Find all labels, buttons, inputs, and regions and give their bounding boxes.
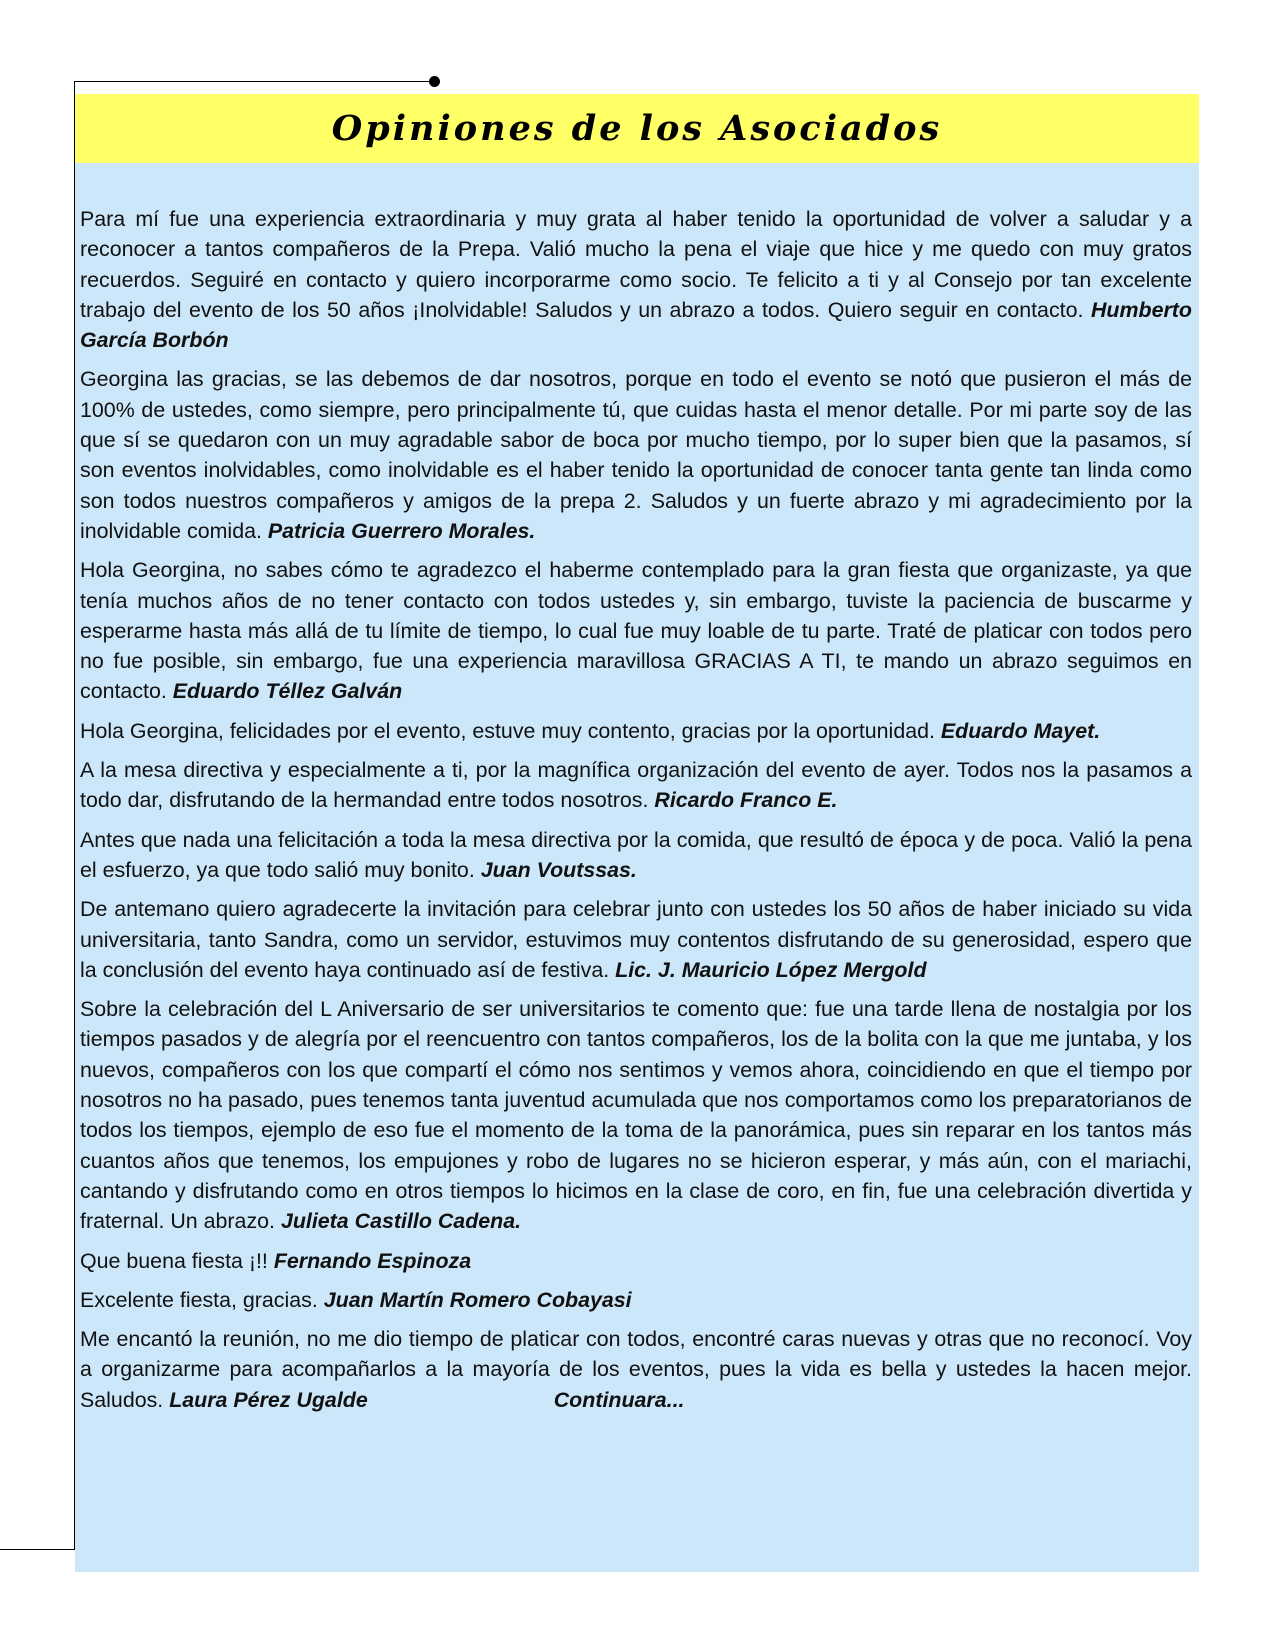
opinion-author: Eduardo Mayet. bbox=[940, 718, 1101, 743]
opinion-text: Sobre la celebración del L Aniversario de ser universitarios te comento que: fue una tarde llena de nostalgia por los tiempos pasados y de alegría por el reencuentro con tantos compañeros, los de la bolita con la que me juntaba, y los nuevos, compañeros con los que compartí el cómo nos sentimos y vemos ahora, coincidiendo en que el tiempo por nosotros no ha pasado, pues tenemos tanta juventud acumulada que nos comportamos como los preparatorianos de todos los tiempos, ejemplo de eso fue el momento de la toma de la panorámica, pues sin reparar en los tantos más cuantos años que tenemos, los empujones y robo de lugares no se hicieron esperar, y más aún, con el mariachi, cantando y disfrutando como en otros tiempos lo hicimos en la clase de coro, en fin, fue una celebración divertida y fraternal. Un abrazo. bbox=[80, 997, 1192, 1234]
opinion-text: Hola Georgina, no sabes cómo te agradezco el haberme contemplado para la gran fiesta que organizaste, ya que tenía muchos años de no tener contacto con todos ustedes y, sin embargo, tuviste la paciencia de buscarme y esperarme hasta más allá de tu límite de tiempo, lo cual fue muy loable de tu parte. Traté de platicar con todos pero no fue posible, sin embargo, fue una experiencia maravillosa GRACIAS A TI, te mando un abrazo seguimos en contacto. bbox=[80, 558, 1192, 704]
opinion-paragraph bbox=[80, 1246, 1192, 1276]
bottom-rule bbox=[0, 1549, 75, 1550]
opinion-text: Antes que nada una felicitación a toda la mesa directiva por la comida, que resultó de época y de poca. Valió la pena el esfuerzo, ya que todo salió muy bonito. bbox=[80, 827, 1192, 882]
opinion-text: Que buena fiesta ¡!! bbox=[80, 1248, 274, 1273]
opinion-text: De antemano quiero agradecerte la invitación para celebrar junto con ustedes los 50 años de haber iniciado su vida universitaria, tanto Sandra, como un servidor, estuvimos muy contentos disfrutando de su generosidad, espero que la conclusión del evento haya continuado así de festiva. bbox=[80, 897, 1192, 982]
opinion-author: Patricia Guerrero Morales. bbox=[267, 518, 536, 543]
top-rule bbox=[74, 81, 434, 82]
opinion-text: Para mí fue una experiencia extraordinaria y muy grata al haber tenido la oportunidad de volver a saludar y a reconocer a tantos compañeros de la Prepa. Valió mucho la pena el viaje que hice y me quedo con muy gratos recuerdos. Seguiré en contacto y quiero incorporarme como socio. Te felicito a ti y al Consejo por tan excelente trabajo del evento de los 50 años ¡Inolvidable! Saludos y un abrazo a todos. Quiero seguir en contacto. bbox=[80, 207, 1192, 322]
opinions-list bbox=[80, 204, 1192, 1424]
opinion-paragraph bbox=[80, 755, 1192, 816]
opinion-paragraph bbox=[80, 994, 1192, 1236]
opinion-paragraph bbox=[80, 1324, 1192, 1415]
opinion-author: Ricardo Franco E. bbox=[654, 788, 838, 813]
continued-label: Continuara... bbox=[553, 1387, 685, 1412]
opinion-paragraph bbox=[80, 1285, 1192, 1315]
opinion-author: Juan Voutssas. bbox=[480, 857, 637, 882]
opinion-text: A la mesa directiva y especialmente a ti, por la magnífica organización del evento de ayer. Todos nos la pasamos a todo dar, disfrutando de la hermandad entre todos nosotros. bbox=[80, 758, 1192, 813]
opinion-paragraph bbox=[80, 204, 1192, 355]
opinion-text: Excelente fiesta, gracias. bbox=[80, 1287, 324, 1312]
rule-dot bbox=[429, 76, 440, 87]
opinion-author: Laura Pérez Ugalde bbox=[169, 1387, 368, 1412]
opinion-text: Georgina las gracias, se las debemos de dar nosotros, porque en todo el evento se notó que pusieron el más de 100% de ustedes, como siempre, pero principalmente tú, que cuidas hasta el menor detalle. Por mi parte soy de las que sí se quedaron con un muy agradable sabor de boca por mucho tiempo, por lo super bien que la pasamos, sí son eventos inolvidables, como inolvidable es el haber tenido la oportunidad de conocer tanta gente tan linda como son todos nuestros compañeros y amigos de la prepa 2. Saludos y un fuerte abrazo y mi agradecimiento por la inolvidable comida. bbox=[80, 367, 1192, 543]
opinion-paragraph bbox=[80, 825, 1192, 886]
opinion-author: Humberto García Borbón bbox=[80, 297, 1192, 353]
opinion-author: Juan Martín Romero Cobayasi bbox=[323, 1287, 632, 1312]
opinion-author: Julieta Castillo Cadena. bbox=[280, 1209, 522, 1234]
opinion-author: Fernando Espinoza bbox=[273, 1248, 472, 1273]
opinion-paragraph bbox=[80, 364, 1192, 546]
opinion-paragraph bbox=[80, 894, 1192, 985]
opinion-paragraph bbox=[80, 555, 1192, 706]
opinion-text: Hola Georgina, felicidades por el evento, estuve muy contento, gracias por la oportunidad. bbox=[80, 718, 941, 743]
opinion-author: Eduardo Téllez Galván bbox=[172, 679, 403, 704]
page-title: Opiniones de los Asociados bbox=[331, 108, 943, 149]
opinion-paragraph bbox=[80, 716, 1192, 746]
opinion-author: Lic. J. Mauricio López Mergold bbox=[615, 957, 927, 982]
opinion-text: Me encantó la reunión, no me dio tiempo de platicar con todos, encontré caras nuevas y otras que no reconocí. Voy a organizarme para acompañarlos a la mayoría de los eventos, pues la vida es bella y ustedes la hacen mejor. Saludos. bbox=[80, 1327, 1192, 1412]
